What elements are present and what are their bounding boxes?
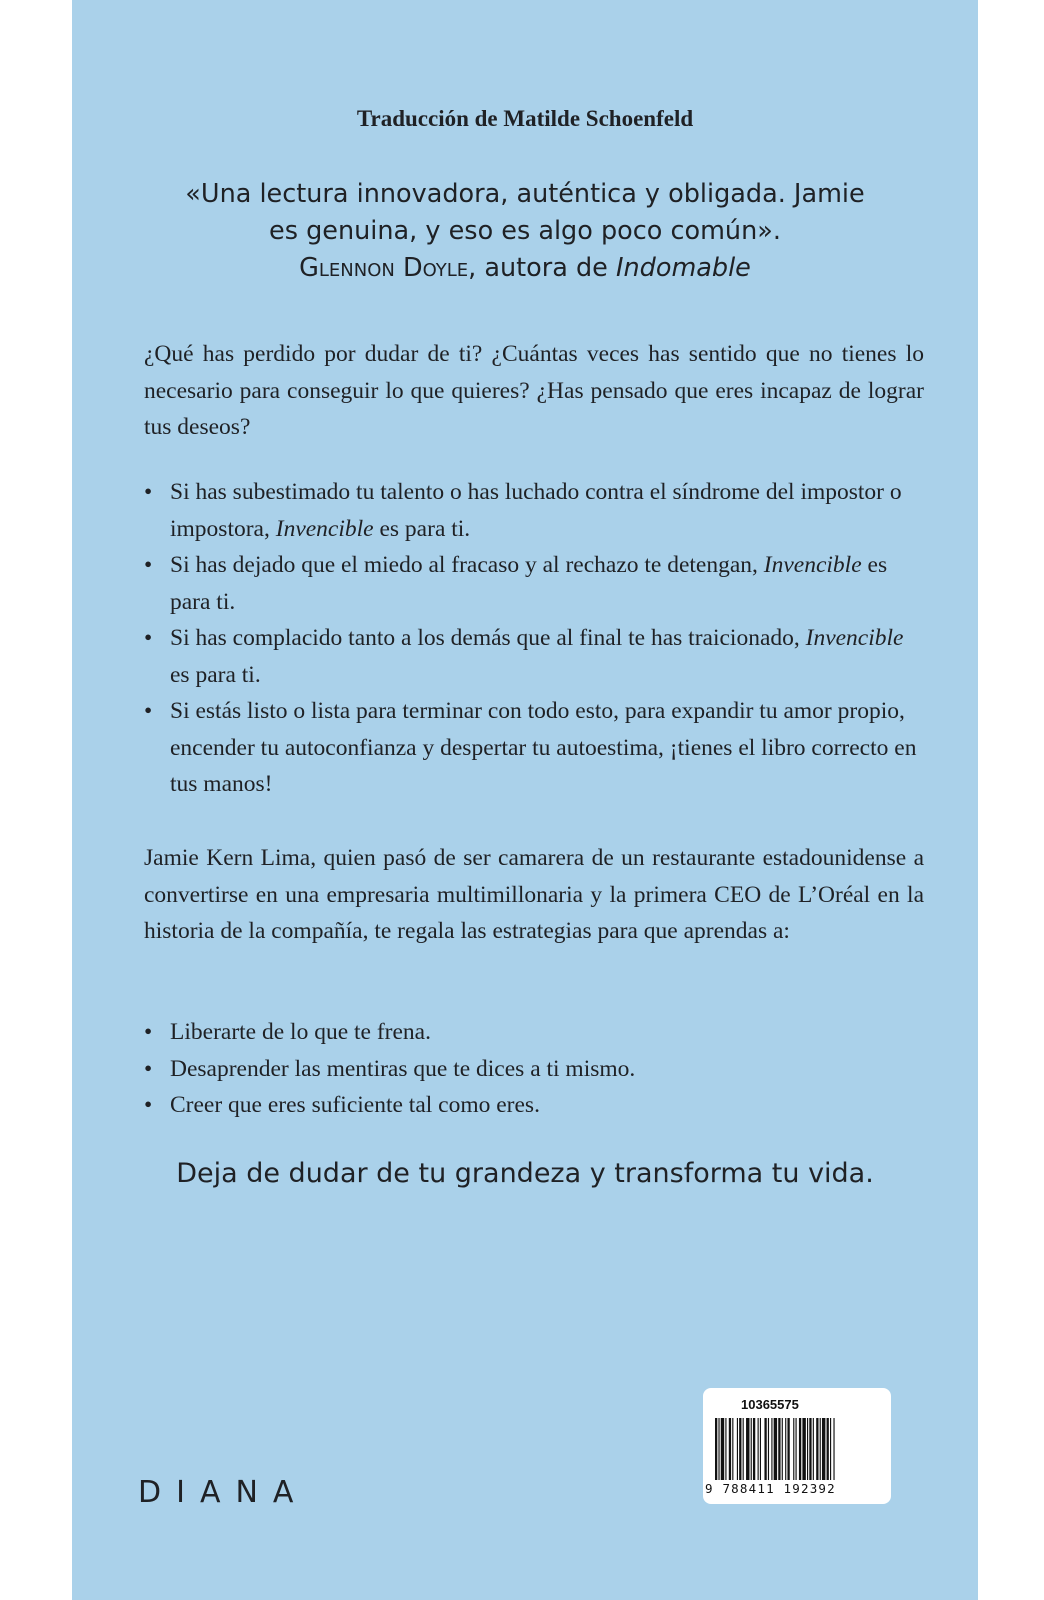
barcode-bar <box>746 1418 749 1480</box>
bullet-tail: es para ti. <box>170 552 888 615</box>
author-paragraph: Jamie Kern Lima, quien pasó de ser camarera de un restaurante estadounidense a convertirse en una empresaria multimillonaria y la primera CEO de L’Oréal en la historia de la compañía, te regala las estrategias para que aprendas a: <box>144 845 924 944</box>
barcode-bar <box>718 1418 719 1480</box>
list-item <box>144 620 924 693</box>
back-cover <box>72 0 978 1600</box>
bullet-text: Si has dejado que el miedo al fracaso y al rechazo te detengan, <box>170 552 764 578</box>
blurb-quote <box>72 176 978 287</box>
barcode-label <box>703 1388 891 1504</box>
bullet-text: Creer que eres suficiente tal como eres. <box>170 1092 540 1118</box>
bullet-list-benefits <box>144 1014 924 1124</box>
bullet-icon: • <box>144 1092 153 1118</box>
barcode-bar <box>833 1418 834 1480</box>
barcode-bar <box>715 1418 717 1480</box>
barcode-bar <box>820 1418 821 1480</box>
barcode-bar <box>827 1418 829 1480</box>
quote-line-1: «Una lectura innovadora, auténtica y obligada. Jamie <box>185 179 865 209</box>
barcode-bar <box>739 1418 741 1480</box>
barcode-bar <box>796 1418 797 1480</box>
barcode-bar <box>793 1418 794 1480</box>
quote-book-title: Indomable <box>615 253 751 283</box>
barcode-bar <box>725 1418 726 1480</box>
barcode-bar <box>807 1418 808 1480</box>
bullet-icon: • <box>144 479 153 505</box>
translation-credit: Traducción de Matilde Schoenfeld <box>356 106 694 131</box>
barcode-bar <box>816 1418 818 1480</box>
bullet-text: Si has complacido tanto a los demás que al final te has traicionado, <box>170 625 806 651</box>
list-item <box>144 474 924 547</box>
list-item <box>144 1087 924 1124</box>
barcode-bar <box>782 1418 783 1480</box>
barcode-internal-code: 10365575 <box>741 1397 799 1412</box>
bullet-text: Si has subestimado tu talento o has luchado contra el síndrome del impostor o impostora, <box>170 479 902 542</box>
barcode-bar <box>729 1418 731 1480</box>
barcode-bar <box>771 1418 772 1480</box>
barcode-bar <box>774 1418 777 1480</box>
list-item <box>144 547 924 620</box>
barcode-bar <box>737 1418 738 1480</box>
barcode-bar <box>732 1418 733 1480</box>
bullet-tail: es para ti. <box>170 661 261 688</box>
barcode-bar <box>809 1418 811 1480</box>
barcode-bar <box>721 1418 724 1480</box>
bullet-icon: • <box>144 625 153 651</box>
list-item <box>144 693 924 803</box>
bullet-text: Desaprender las mentiras que te dices a ti mismo. <box>170 1055 636 1082</box>
publisher-logo: DIANA <box>138 1475 309 1510</box>
bullet-icon: • <box>144 698 153 724</box>
barcode-bar <box>785 1418 786 1480</box>
barcode-bar <box>799 1418 801 1480</box>
list-item <box>144 1051 924 1088</box>
barcode-bar <box>778 1418 780 1480</box>
barcode-bar <box>758 1418 759 1480</box>
barcode-bar <box>760 1418 761 1480</box>
barcode-ean-number: 9 788411 192392 <box>705 1481 836 1496</box>
bullet-icon: • <box>144 1055 153 1082</box>
barcode-bars <box>715 1418 879 1480</box>
tagline: Deja de dudar de tu grandeza y transforma tu vida. <box>176 1158 874 1189</box>
bullet-icon: • <box>144 552 153 578</box>
list-item <box>144 1014 924 1051</box>
barcode-bar <box>787 1418 789 1480</box>
bullet-list-audience <box>144 474 924 803</box>
quote-author: Glennon Doyle <box>299 253 469 283</box>
bullet-icon: • <box>144 1019 153 1045</box>
barcode-bar <box>751 1418 752 1480</box>
bullet-text: Liberarte de lo que te frena. <box>170 1019 431 1045</box>
intro-paragraph: ¿Qué has perdido por dudar de ti? ¿Cuántas veces has sentido que no tienes lo necesario para conseguir lo que quieres? ¿Has pensado que eres incapaz de lograr tus deseos? <box>144 341 924 440</box>
barcode-bar <box>768 1418 769 1480</box>
barcode-bar <box>764 1418 766 1480</box>
barcode-bar <box>813 1418 814 1480</box>
quote-author-suffix: , autora de <box>468 253 616 283</box>
quote-attribution <box>72 250 978 287</box>
barcode-bar <box>743 1418 744 1480</box>
bullet-book-title: Invencible <box>275 515 374 542</box>
barcode-bar <box>753 1418 755 1480</box>
barcode-bar <box>802 1418 805 1480</box>
bullet-book-title: Invencible <box>763 552 862 578</box>
barcode-bar <box>822 1418 825 1480</box>
bullet-text: Si estás listo o lista para terminar con todo esto, para expandir tu amor propio, encender tu autoconfianza y despertar tu autoestima, ¡tienes el libro correcto en tus manos! <box>170 698 917 797</box>
barcode-bar <box>830 1418 831 1480</box>
quote-line-2: es genuina, y eso es algo poco común». <box>269 216 781 246</box>
bullet-book-title: Invencible <box>805 625 904 651</box>
bullet-tail: es para ti. <box>373 515 471 542</box>
